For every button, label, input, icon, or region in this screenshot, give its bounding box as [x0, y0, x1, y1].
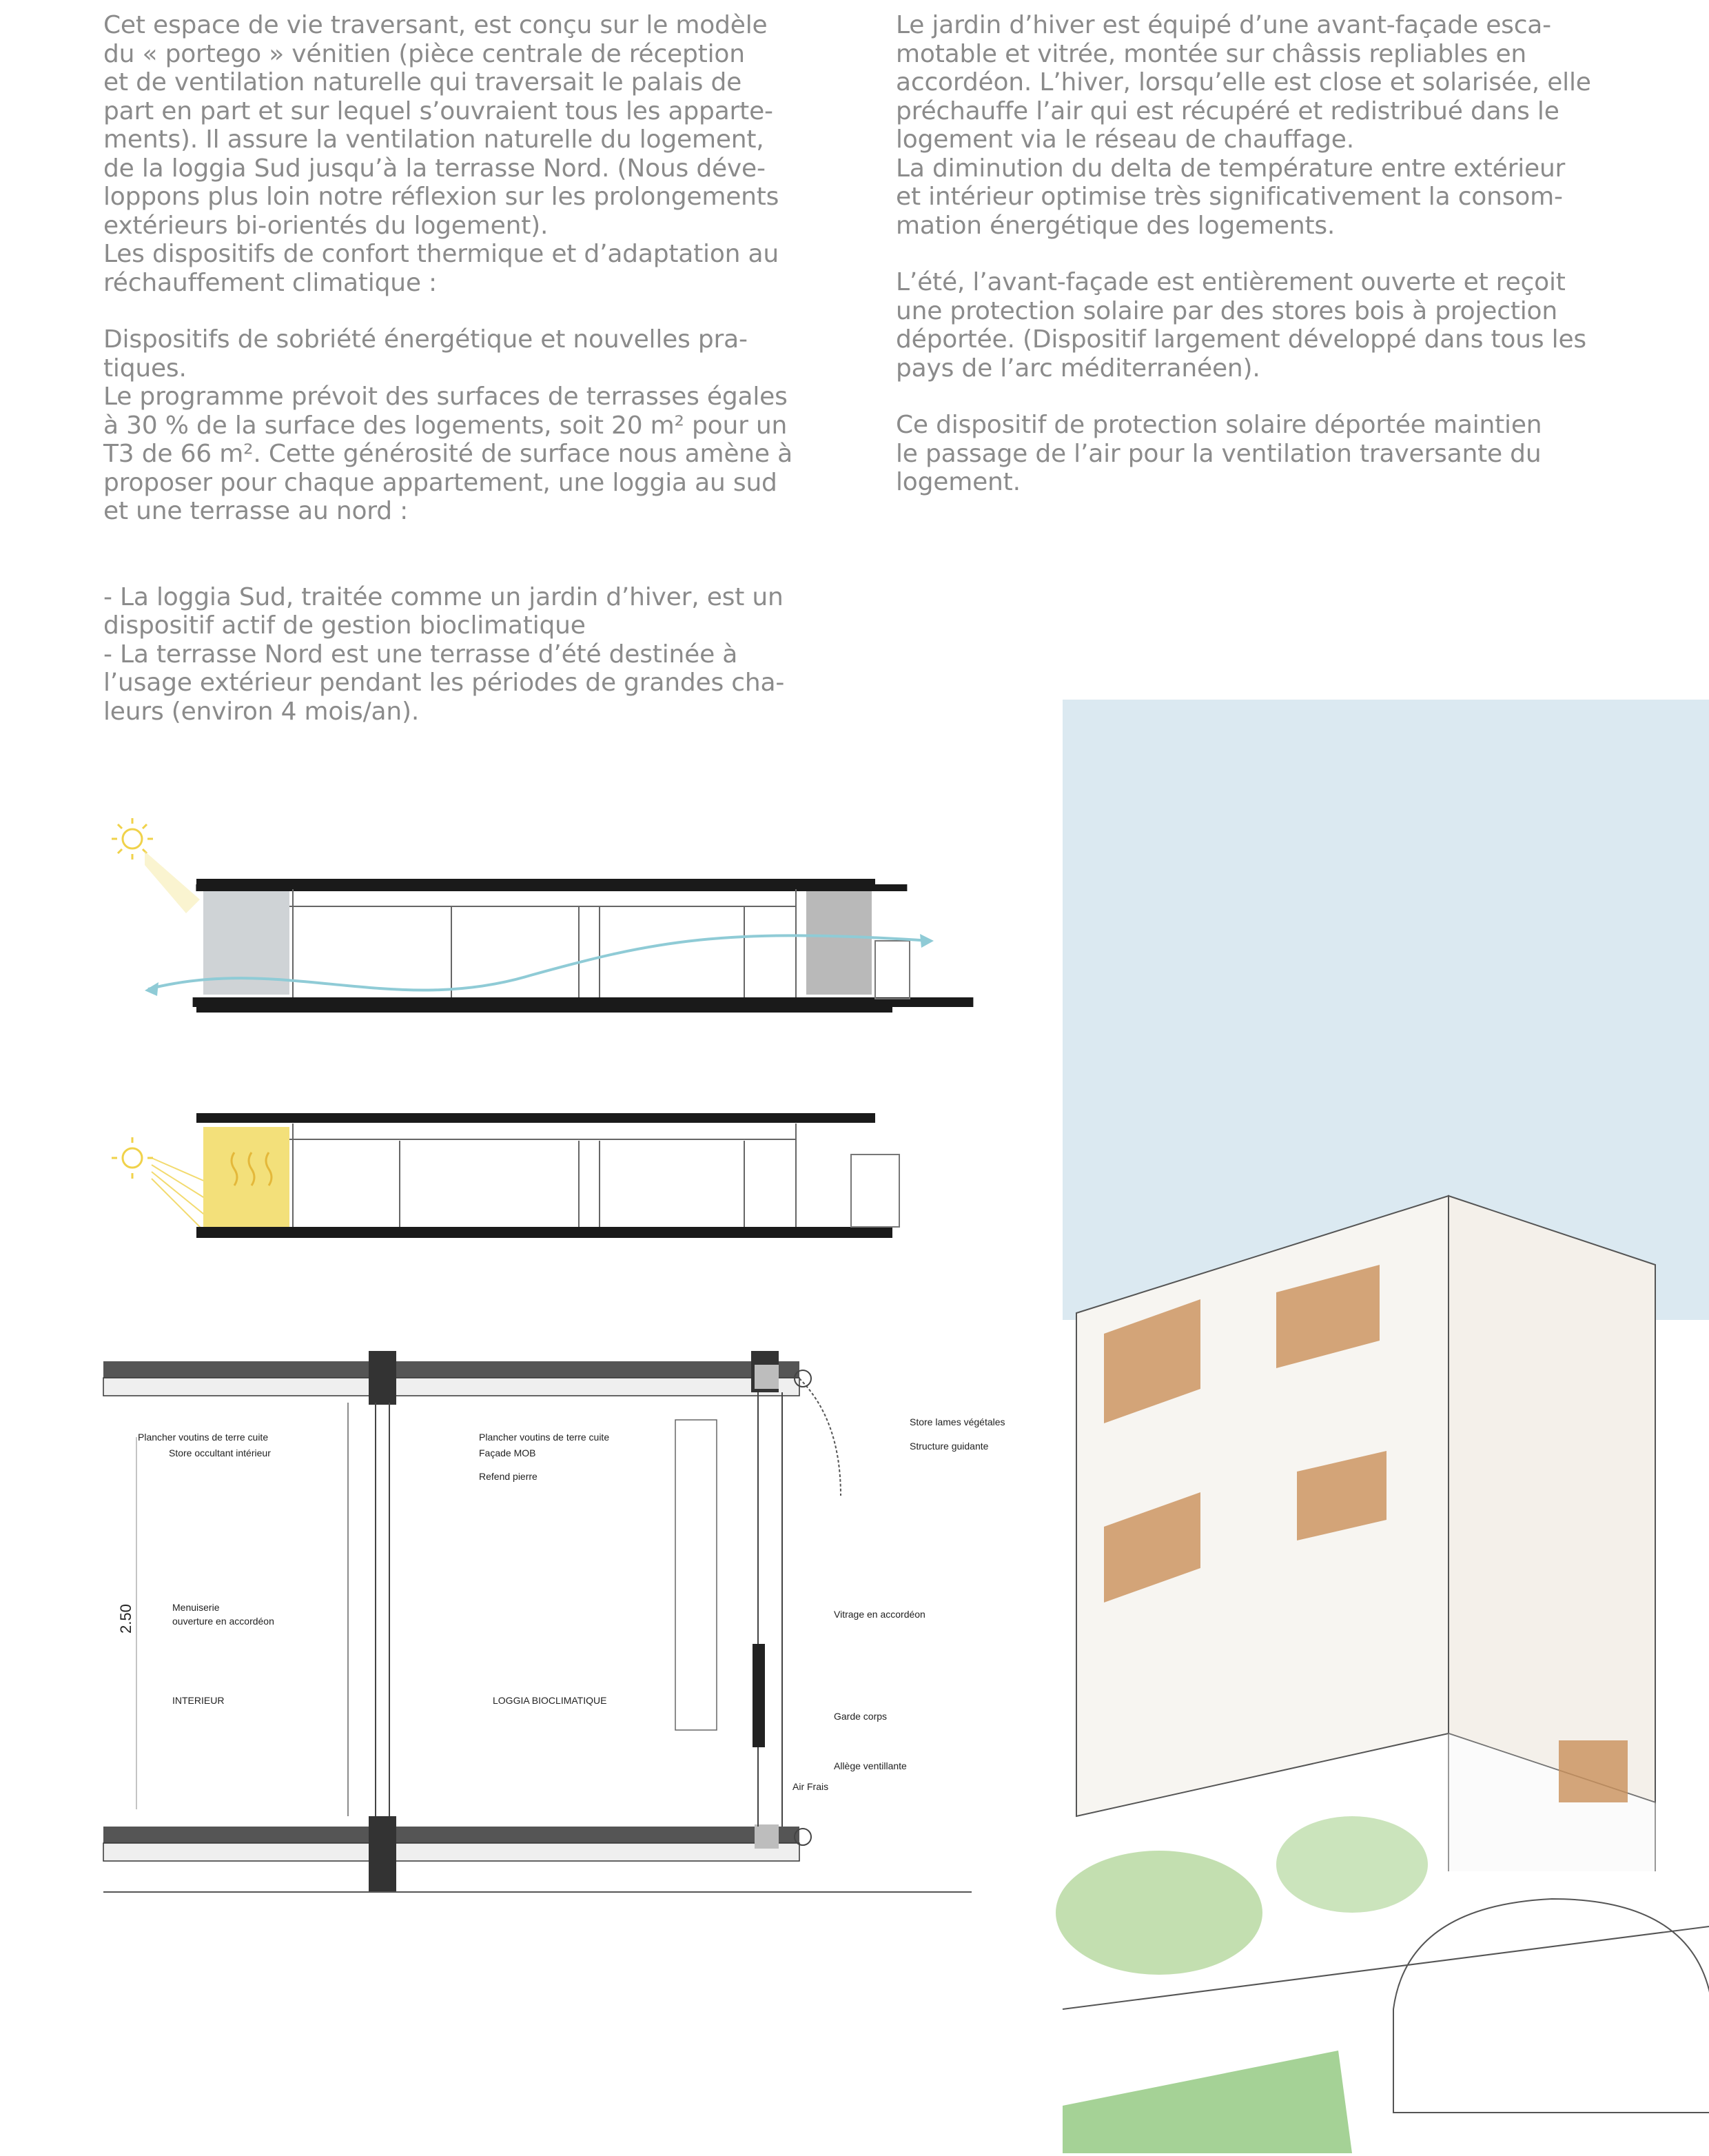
ventilation-section-diagrams: [103, 810, 937, 1279]
label-plancher-right: Plancher voutins de terre cuite: [479, 1432, 610, 1443]
label-loggia: LOGGIA BIOCLIMATIQUE: [493, 1695, 607, 1706]
label-air-frais: Air Frais: [792, 1781, 829, 1792]
label-plancher-left: Plancher voutins de terre cuite: [138, 1432, 269, 1443]
label-menuiserie-2: ouverture en accordéon: [172, 1616, 274, 1627]
left-paragraph-3: - La loggia Sud, traitée comme un jardin d’hiver, est un dispositif actif de gestion bioclimatique - La terrasse Nord est une terrasse d’été destinée à l’usage extérieur pendant les périodes de grandes cha- leurs (environ 4 mois/an).: [103, 582, 785, 726]
label-structure: Structure guidante: [910, 1441, 989, 1452]
winter-section: [112, 1113, 899, 1238]
right-paragraph-3: Ce dispositif de protection solaire déportée maintien le passage de l’air pour la ventilation traversante du logement.: [896, 411, 1542, 496]
left-text-column: [103, 11, 813, 726]
summer-section: [112, 818, 973, 1013]
right-text-column: [896, 11, 1619, 497]
label-menuiserie-1: Menuiserie: [172, 1602, 220, 1613]
left-paragraph-1: Cet espace de vie traversant, est conçu sur le modèle du « portego » vénitien (pièce centrale de réception et de ventilation naturelle qui traversait le palais de part en part et sur lequel s’ouvraient tous les apparte- ments). Il assure la ventilation naturelle du logement, de la loggia Sud jusqu’à la terrasse Nord. (Nous déve- loppons plus loin notre réflexion sur les prolongements extérieurs bi-orientés du logement). Les dispositifs de confort thermique et d’adaptation au réchauffement climatique :: [103, 11, 779, 297]
sketch-svg: [1063, 700, 1709, 2153]
left-paragraph-2: Dispositifs de sobriété énergétique et nouvelles pra- tiques. Le programme prévoit des surfaces de terrasses égales à 30 % de la surface des logements, soit 20 m² pour un T3 de 66 m². Cette générosité de surface nous amène à proposer pour chaque appartement, une loggia au sud et une terrasse au nord :: [103, 325, 792, 525]
label-store-lames: Store lames végétales: [910, 1416, 1005, 1427]
label-garde-corps: Garde corps: [834, 1711, 888, 1722]
sun-icon-winter: [112, 1137, 153, 1179]
label-facade-mob: Façade MOB: [479, 1447, 536, 1458]
height-dimension: 2.50: [117, 1604, 134, 1634]
label-store-occultant: Store occultant intérieur: [169, 1447, 271, 1458]
right-paragraph-1: Le jardin d’hiver est équipé d’une avant-façade esca- motable et vitrée, montée sur châssis repliables en accordéon. L’hiver, lorsqu’elle est close et solarisée, elle préchauffe l’air qui est récupéré et redistribué dans le logement via le réseau de chauffage. La diminution du delta de température entre extérieur et intérieur optimise très significativement la consom- mation énergétique des logements.: [896, 11, 1591, 240]
label-allege: Allège ventillante: [834, 1760, 907, 1771]
building-perspective-sketch: [1063, 700, 1709, 2153]
detail-svg: [103, 1334, 1005, 1913]
section-diagrams-svg: [103, 810, 937, 1279]
label-vitrage: Vitrage en accordéon: [834, 1609, 925, 1620]
construction-detail-section: [103, 1334, 1005, 1913]
right-paragraph-2: L’été, l’avant-façade est entièrement ouverte et reçoit une protection solaire par des stores bois à projection déportée. (Dispositif largement développé dans tous les pays de l’arc méditerranéen).: [896, 268, 1586, 383]
label-refend: Refend pierre: [479, 1471, 538, 1482]
label-interieur: INTERIEUR: [172, 1695, 225, 1706]
